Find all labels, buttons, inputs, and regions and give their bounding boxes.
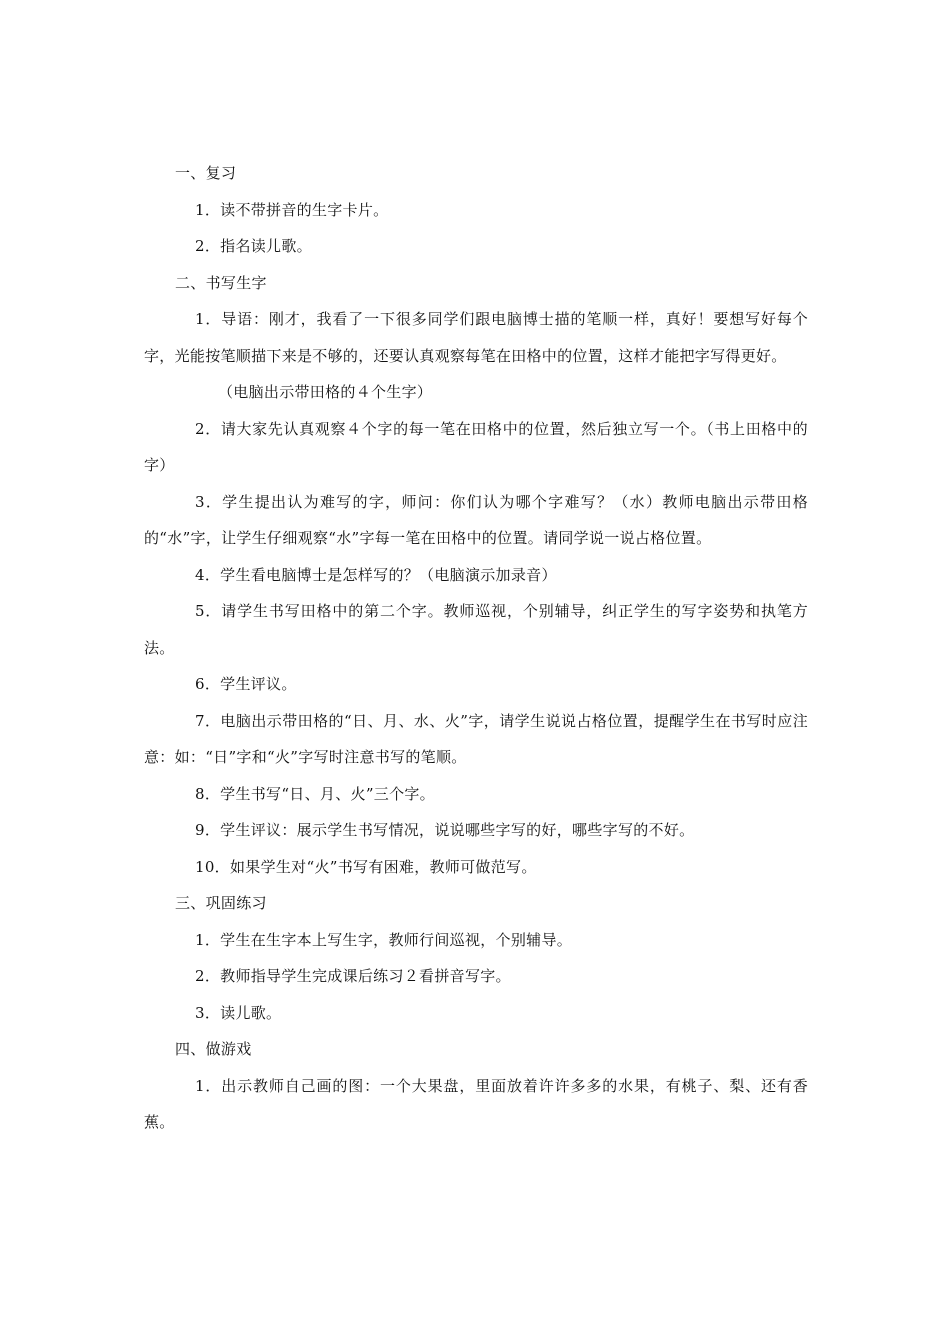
list-item: 2．请大家先认真观察４个字的每一笔在田格中的位置，然后独立写一个。（书上田格中的字） (144, 419, 808, 474)
list-item: 9．学生评议：展示学生书写情况，说说哪些字写的好，哪些字写的不好。 (195, 821, 695, 839)
section-heading: 三、巩固练习 (175, 894, 267, 912)
list-item: 1．读不带拼音的生字卡片。 (195, 200, 389, 219)
list-item: 6．学生评议。 (195, 675, 297, 693)
list-item: 3．学生提出认为难写的字，师问：你们认为哪个字难写？（水）教师电脑出示带田格的“水”字，让学生仔细观察“水”字每一笔在田格中的位置。请同学说一说占格位置。 (144, 492, 808, 547)
document-body (144, 155, 808, 1141)
list-item: 1．学生在生字本上写生字，教师行间巡视，个别辅导。 (195, 930, 573, 949)
list-item: 2．教师指导学生完成课后练习２看拼音写字。 (195, 967, 511, 985)
list-item: 1．出示教师自己画的图：一个大果盘，里面放着许许多多的水果，有桃子、梨、还有香蕉。 (144, 1076, 808, 1131)
list-item: 4．学生看电脑博士是怎样写的？（电脑演示加录音） (195, 565, 557, 584)
section-heading: 一、复习 (175, 164, 237, 182)
list-item: 10．如果学生对“火”书写有困难，教师可做范写。 (195, 857, 537, 876)
section-heading: 二、书写生字 (175, 273, 267, 292)
list-item: 1．导语：刚才，我看了一下很多同学们跟电脑博士描的笔顺一样，真好！要想写好每个字，光能按笔顺描下来是不够的，还要认真观察每笔在田格中的位置，这样才能把字写得更好。 (144, 310, 808, 365)
list-item: 3．读儿歌。 (195, 1003, 282, 1022)
note-line: （电脑出示带田格的４个生字） (218, 383, 433, 401)
list-item: 7．电脑出示带田格的“日、月、水、火”字，请学生说说占格位置，提醒学生在书写时应注意：如：“日”字和“火”字写时注意书写的笔顺。 (144, 711, 808, 766)
section-heading: 四、做游戏 (175, 1040, 252, 1058)
list-item: 8．学生书写“日、月、火”三个字。 (195, 784, 435, 803)
list-item: 2．指名读儿歌。 (195, 237, 312, 255)
list-item: 5．请学生书写田格中的第二个字。教师巡视，个别辅导，纠正学生的写字姿势和执笔方法。 (144, 602, 808, 657)
